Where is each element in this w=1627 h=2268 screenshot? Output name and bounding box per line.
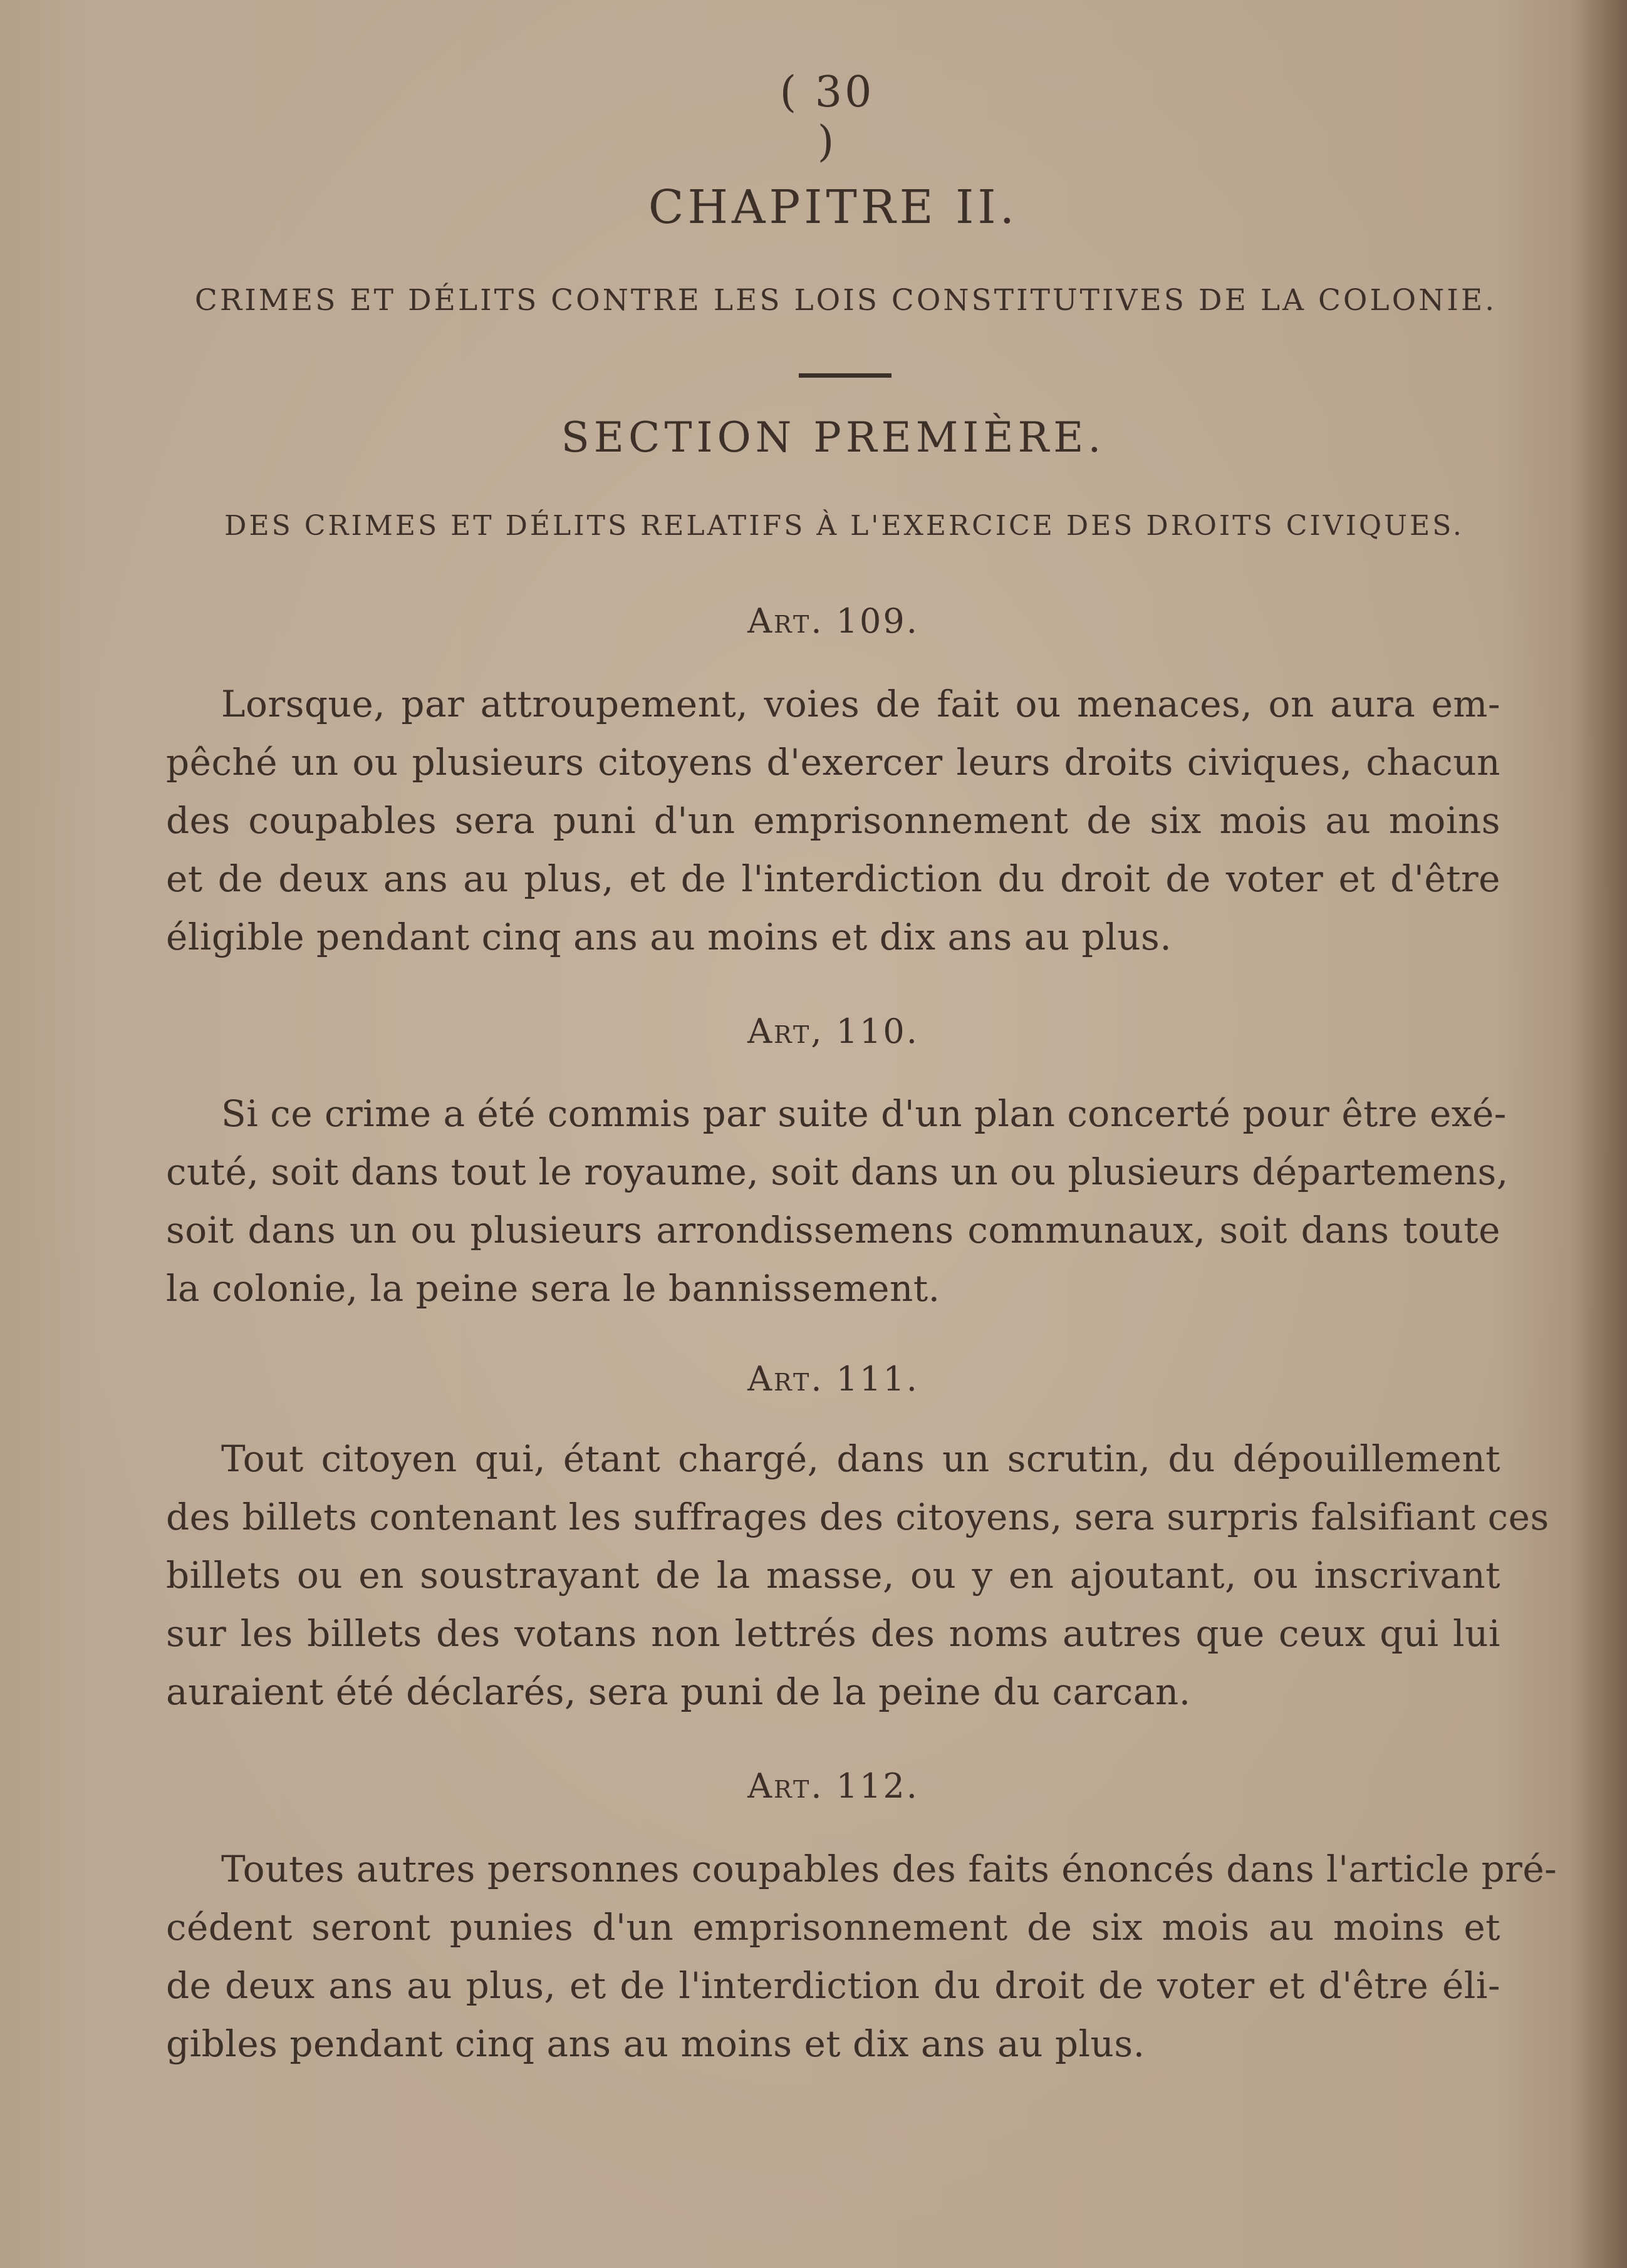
section-title: SECTION PREMIÈRE. (561, 413, 1106, 462)
section-divider (799, 373, 891, 378)
article-heading: Art. 109. (747, 601, 919, 641)
text-line: pêché un ou plusieurs citoyens d'exercer leurs droits civiques, chacun (166, 741, 1500, 784)
text-line: soit dans un ou plusieurs arrondissemens communaux, soit dans toute (166, 1209, 1500, 1251)
article-heading: Art, 110. (747, 1012, 919, 1051)
text-line: sur les billets des votans non lettrés des noms autres que ceux qui lui (166, 1612, 1500, 1655)
text-line: de deux ans au plus, et de l'interdiction du droit de voter et d'être éli- (166, 1964, 1500, 2007)
text-line: et de deux ans au plus, et de l'interdiction du droit de voter et d'être (166, 857, 1500, 900)
section-subtitle: DES CRIMES ET DÉLITS RELATIFS À L'EXERCICE DES DROITS CIVIQUES. (224, 510, 1464, 542)
text-line: cédent seront punies d'un emprisonnement de six mois au moins et (166, 1906, 1500, 1949)
text-line: auraient été déclarés, sera puni de la peine du carcan. (166, 1670, 1191, 1713)
text-line: la colonie, la peine sera le bannissement. (166, 1267, 940, 1310)
text-line: des coupables sera puni d'un emprisonnement de six mois au moins (166, 799, 1500, 842)
article-body (166, 1430, 1549, 1721)
text-line: des billets contenant les suffrages des citoyens, sera surpris falsifiant ces (166, 1496, 1549, 1538)
article-heading: Art. 111. (747, 1359, 919, 1399)
text-line: Lorsque, par attroupement, voies de fait ou menaces, on aura em- (221, 683, 1500, 725)
text-line: Si ce crime a été commis par suite d'un plan concerté pour être exé- (221, 1092, 1507, 1135)
article-body (166, 675, 1500, 966)
text-line: cuté, soit dans tout le royaume, soit dans un ou plusieurs départemens, (166, 1151, 1509, 1193)
text-line: billets ou en soustrayant de la masse, ou y en ajoutant, ou inscrivant (166, 1554, 1500, 1597)
article-heading: Art. 112. (747, 1766, 919, 1806)
article-body (166, 1085, 1509, 1318)
page-number: ( 30 ) (779, 68, 875, 167)
chapter-subtitle: CRIMES ET DÉLITS CONTRE LES LOIS CONSTITUTIVES DE LA COLONIE. (194, 283, 1497, 318)
text-line: Tout citoyen qui, étant chargé, dans un scrutin, du dépouillement (221, 1437, 1500, 1480)
chapter-title: CHAPITRE II. (648, 180, 1019, 234)
text-line: gibles pendant cinq ans au moins et dix ans au plus. (166, 2022, 1145, 2065)
page-edge-shadow (1571, 0, 1627, 2268)
text-line: éligible pendant cinq ans au moins et dix ans au plus. (166, 916, 1172, 958)
text-line: Toutes autres personnes coupables des faits énoncés dans l'article pré- (221, 1848, 1557, 1890)
article-body (166, 1840, 1557, 2073)
